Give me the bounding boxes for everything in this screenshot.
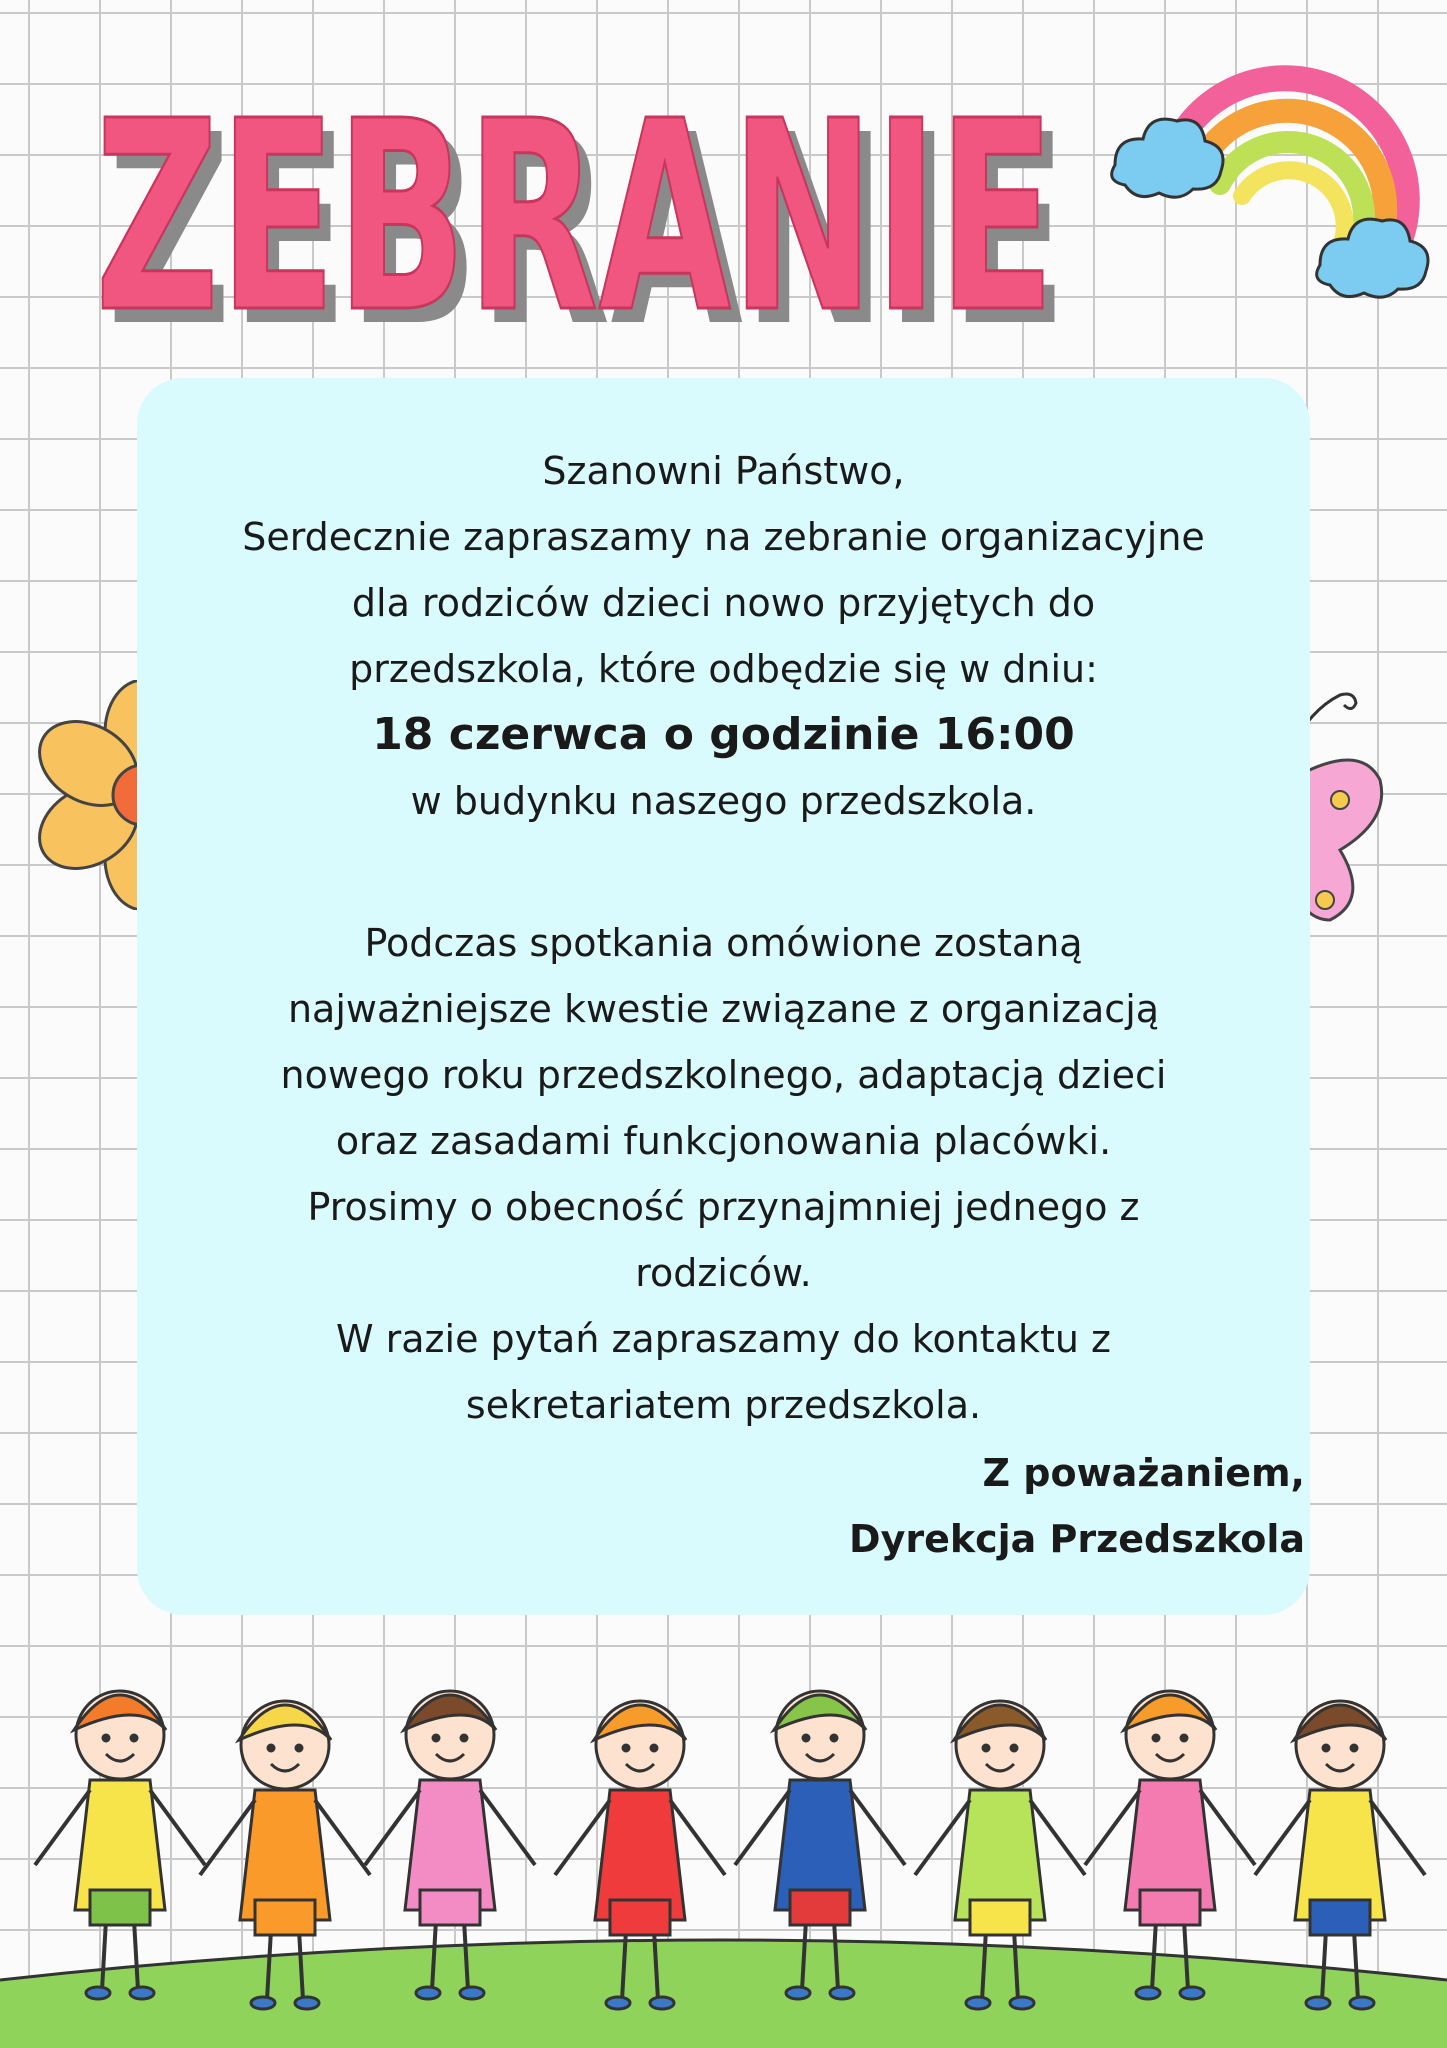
signature-text: Dyrekcja Przedszkola [849, 1517, 1305, 1561]
title-heading [95, 72, 1095, 362]
rainbow-icon [1100, 40, 1430, 320]
body-line: W razie pytań zapraszamy do kontaktu z [336, 1317, 1111, 1361]
body-line: Prosimy o obecność przynajmniej jednego z [307, 1185, 1140, 1229]
greeting: Szanowni Państwo, [542, 449, 905, 493]
date-line: 18 czerwca o godzinie 16:00 [372, 709, 1075, 760]
body-line: najważniejsze kwestie związane z organizacją [287, 987, 1160, 1031]
letter-paragraph-1 [137, 438, 1310, 834]
body-line: oraz zasadami funkcjonowania placówki. [335, 1119, 1112, 1163]
closing-signature [849, 1440, 1305, 1572]
closing-text: Z poważaniem, [982, 1451, 1305, 1495]
children-illustration [0, 1600, 1447, 2048]
body-line: Podczas spotkania omówione zostaną [364, 921, 1083, 965]
body-line: sekretariatem przedszkola. [465, 1383, 982, 1427]
body-line: rodziców. [635, 1251, 812, 1295]
intro-line: dla rodziców dzieci nowo przyjętych do [351, 581, 1096, 625]
grass-hill [0, 1940, 1447, 2048]
title-shadow: ZEBRANIE [107, 79, 1067, 362]
letter-paragraph-2 [137, 910, 1310, 1438]
letter-card [137, 378, 1310, 1615]
intro-line: przedszkola, które odbędzie się w dniu: [349, 647, 1098, 691]
title-text: ZEBRANIE [95, 72, 1055, 362]
location-line: w budynku naszego przedszkola. [410, 779, 1037, 823]
child-figure [35, 1691, 205, 1999]
body-line: nowego roku przedszkolnego, adaptacją dzieci [280, 1053, 1167, 1097]
intro-line: Serdecznie zapraszamy na zebranie organizacyjne [242, 515, 1205, 559]
